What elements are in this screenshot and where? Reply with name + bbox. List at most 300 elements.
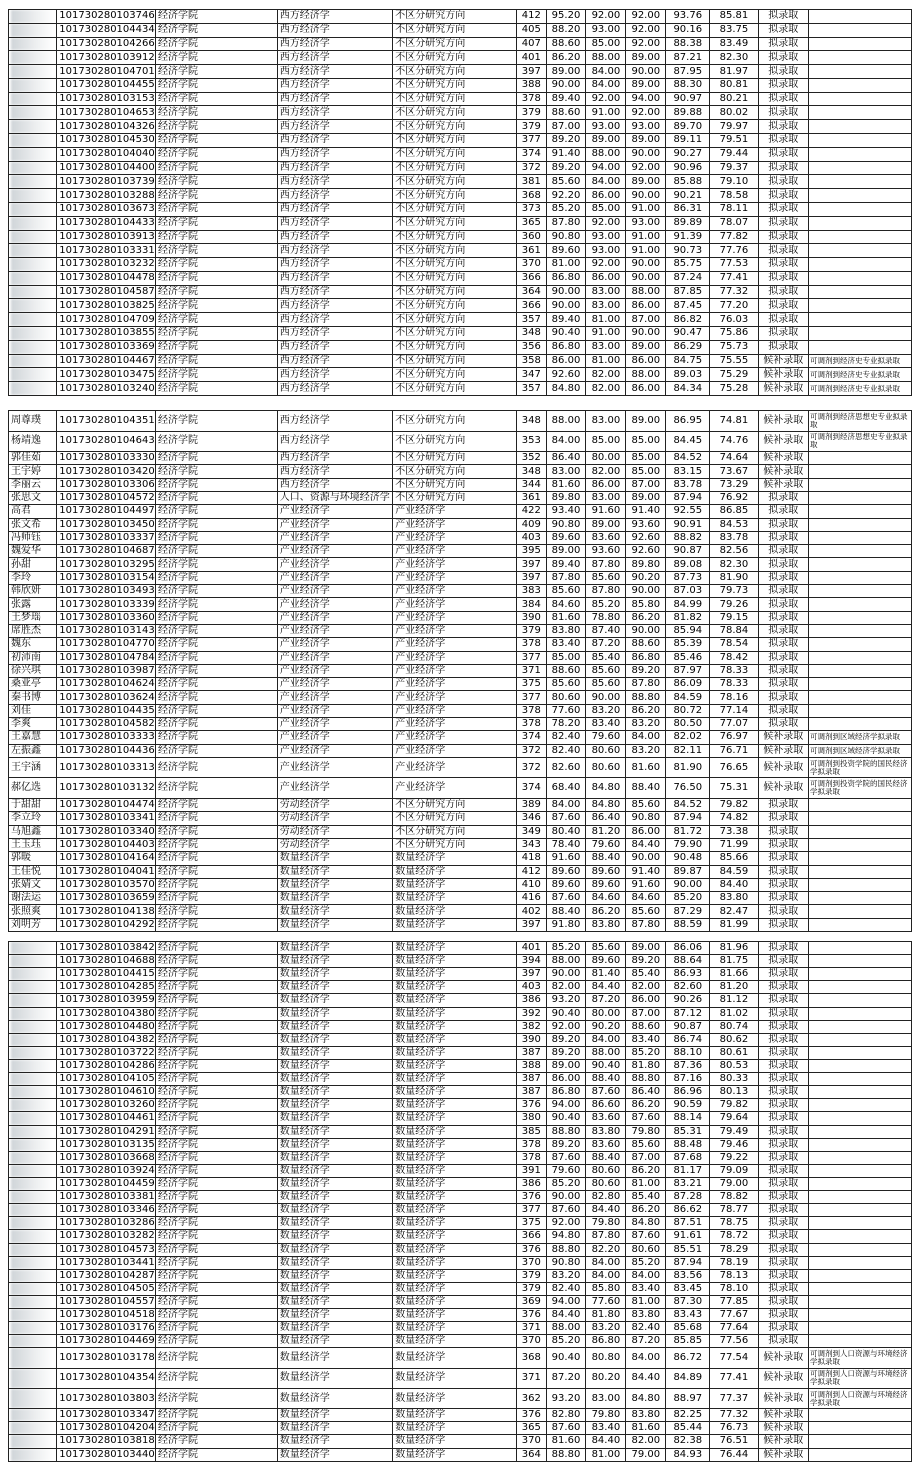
table-row (9, 1322, 912, 1335)
retest-interview: 85.80 (586, 1282, 626, 1295)
redacted-name (11, 1073, 54, 1085)
exam-number: 101730280103855 (57, 326, 156, 340)
college: 经济学院 (155, 1435, 277, 1448)
college: 经济学院 (155, 244, 277, 258)
candidate-name: 郭暖 (9, 852, 57, 865)
college: 经济学院 (155, 678, 277, 691)
retest-total: 80.50 (666, 718, 710, 731)
retest-written: 90.00 (546, 968, 586, 981)
table-row (9, 1388, 912, 1408)
remark (809, 189, 912, 203)
candidate-name: 孙甜 (9, 558, 57, 571)
research-direction: 数量经济学 (393, 1388, 517, 1408)
major: 数量经济学 (277, 1309, 392, 1322)
table-row (9, 147, 912, 161)
initial-score: 357 (517, 313, 546, 327)
admission-status: 拟录取 (758, 1217, 808, 1230)
final-score: 80.81 (710, 78, 758, 92)
remark: 可调剂到经济史专业拟录取 (809, 368, 912, 382)
retest-interview: 89.00 (586, 134, 626, 148)
initial-score: 379 (517, 120, 546, 134)
admission-status: 拟录取 (758, 918, 808, 931)
retest-foreign: 84.80 (626, 1217, 666, 1230)
retest-written: 85.60 (546, 678, 586, 691)
admission-status: 拟录取 (758, 1151, 808, 1164)
remark (809, 147, 912, 161)
retest-total: 85.44 (666, 1422, 710, 1435)
major: 产业经济学 (277, 757, 392, 778)
remark (809, 558, 912, 571)
table-row (9, 1151, 912, 1164)
final-score: 85.66 (710, 852, 758, 865)
college: 经济学院 (155, 230, 277, 244)
research-direction: 不区分研究方向 (393, 258, 517, 272)
retest-written: 94.00 (546, 1099, 586, 1112)
retest-written: 92.00 (546, 1217, 586, 1230)
retest-foreign: 86.40 (626, 1086, 666, 1099)
research-direction: 数量经济学 (393, 892, 517, 905)
initial-score: 378 (517, 718, 546, 731)
retest-written: 85.60 (546, 175, 586, 189)
table-row (9, 611, 912, 624)
table-row (9, 216, 912, 230)
retest-total: 86.31 (666, 202, 710, 216)
table-row (9, 1243, 912, 1256)
initial-score: 403 (517, 981, 546, 994)
retest-total: 84.52 (666, 799, 710, 812)
redacted-name (11, 1152, 54, 1164)
retest-interview: 87.80 (586, 1230, 626, 1243)
college: 经济学院 (155, 1282, 277, 1295)
research-direction: 数量经济学 (393, 1269, 517, 1282)
college: 经济学院 (155, 1020, 277, 1033)
retest-foreign: 89.00 (626, 340, 666, 354)
initial-score: 379 (517, 1282, 546, 1295)
initial-score: 397 (517, 65, 546, 79)
table-row (9, 431, 912, 452)
initial-score: 377 (517, 134, 546, 148)
remark: 可调剂到投资学院的国民经济学拟录取 (809, 757, 912, 778)
research-direction: 不区分研究方向 (393, 244, 517, 258)
initial-score: 389 (517, 799, 546, 812)
initial-score: 370 (517, 1435, 546, 1448)
retest-total: 90.59 (666, 1099, 710, 1112)
admission-status: 拟录取 (758, 799, 808, 812)
research-direction: 数量经济学 (393, 994, 517, 1007)
remark (809, 216, 912, 230)
candidate-name (9, 216, 57, 230)
remark (809, 518, 912, 531)
remark (809, 106, 912, 120)
admission-status: 拟录取 (758, 1282, 808, 1295)
retest-written: 89.60 (546, 878, 586, 891)
major: 数量经济学 (277, 1435, 392, 1448)
college: 经济学院 (155, 411, 277, 432)
retest-foreign: 88.80 (626, 1073, 666, 1086)
admission-status: 候补录取 (758, 1448, 808, 1461)
final-score: 79.37 (710, 161, 758, 175)
candidate-name (9, 1138, 57, 1151)
exam-number: 101730280104105 (57, 1073, 156, 1086)
research-direction: 不区分研究方向 (393, 411, 517, 432)
retest-written: 84.80 (546, 382, 586, 396)
admission-status: 拟录取 (758, 175, 808, 189)
retest-foreign: 85.20 (626, 1046, 666, 1059)
retest-interview: 92.00 (586, 216, 626, 230)
major: 产业经济学 (277, 518, 392, 531)
admission-status: 拟录取 (758, 852, 808, 865)
redacted-name (11, 1204, 54, 1216)
retest-interview: 85.40 (586, 651, 626, 664)
major: 数量经济学 (277, 1282, 392, 1295)
admission-status: 候补录取 (758, 757, 808, 778)
retest-written: 90.40 (546, 1348, 586, 1368)
admission-status: 拟录取 (758, 611, 808, 624)
initial-score: 387 (517, 1073, 546, 1086)
initial-score: 378 (517, 1151, 546, 1164)
retest-written: 88.80 (546, 1448, 586, 1461)
major: 数量经济学 (277, 1164, 392, 1177)
redacted-name (11, 1008, 54, 1020)
retest-interview: 91.60 (586, 505, 626, 518)
initial-score: 343 (517, 838, 546, 851)
final-score: 85.81 (710, 10, 758, 24)
admission-status: 拟录取 (758, 340, 808, 354)
redacted-name (11, 1422, 54, 1434)
major: 数量经济学 (277, 1322, 392, 1335)
table-row (9, 852, 912, 865)
retest-written: 90.40 (546, 1112, 586, 1125)
retest-total: 89.11 (666, 134, 710, 148)
retest-foreign: 88.00 (626, 368, 666, 382)
research-direction: 不区分研究方向 (393, 285, 517, 299)
retest-total: 85.68 (666, 1322, 710, 1335)
candidate-name (9, 1348, 57, 1368)
retest-foreign: 85.00 (626, 431, 666, 452)
retest-foreign: 90.00 (626, 258, 666, 272)
admission-status: 拟录取 (758, 718, 808, 731)
retest-total: 88.64 (666, 955, 710, 968)
remark (809, 1217, 912, 1230)
candidate-name: 徐兴琪 (9, 664, 57, 677)
table-row (9, 1269, 912, 1282)
retest-foreign: 94.00 (626, 92, 666, 106)
retest-foreign: 90.00 (626, 189, 666, 203)
final-score: 77.64 (710, 1322, 758, 1335)
college: 经济学院 (155, 598, 277, 611)
retest-interview: 89.60 (586, 955, 626, 968)
college: 经济学院 (155, 10, 277, 24)
college: 经济学院 (155, 1007, 277, 1020)
college: 经济学院 (155, 1099, 277, 1112)
final-score: 79.73 (710, 585, 758, 598)
initial-score: 375 (517, 1217, 546, 1230)
initial-score: 366 (517, 1230, 546, 1243)
major: 数量经济学 (277, 1125, 392, 1138)
retest-total: 81.82 (666, 611, 710, 624)
initial-score: 409 (517, 518, 546, 531)
college: 经济学院 (155, 852, 277, 865)
college: 经济学院 (155, 757, 277, 778)
remark (809, 571, 912, 584)
table-row (9, 230, 912, 244)
retest-written: 80.60 (546, 691, 586, 704)
retest-total: 82.60 (666, 981, 710, 994)
exam-number: 101730280103842 (57, 942, 156, 955)
retest-total: 87.68 (666, 1151, 710, 1164)
retest-total: 89.70 (666, 120, 710, 134)
retest-foreign: 89.20 (626, 664, 666, 677)
table-row (9, 1435, 912, 1448)
research-direction: 产业经济学 (393, 585, 517, 598)
retest-written: 86.80 (546, 340, 586, 354)
retest-total: 87.03 (666, 585, 710, 598)
remark (809, 638, 912, 651)
retest-total: 90.73 (666, 244, 710, 258)
final-score: 77.54 (710, 1348, 758, 1368)
remark (809, 1448, 912, 1461)
candidate-name: 张露 (9, 598, 57, 611)
redacted-name (11, 93, 54, 106)
research-direction: 产业经济学 (393, 731, 517, 744)
major: 数量经济学 (277, 942, 392, 955)
retest-written: 88.00 (546, 1322, 586, 1335)
research-direction: 不区分研究方向 (393, 313, 517, 327)
major: 西方经济学 (277, 78, 392, 92)
table-row (9, 1112, 912, 1125)
college: 经济学院 (155, 1112, 277, 1125)
initial-score: 344 (517, 478, 546, 491)
research-direction: 不区分研究方向 (393, 230, 517, 244)
major: 数量经济学 (277, 865, 392, 878)
redacted-name (11, 1047, 54, 1059)
retest-total: 90.00 (666, 878, 710, 891)
retest-interview: 93.00 (586, 23, 626, 37)
retest-total: 84.45 (666, 431, 710, 452)
retest-written: 90.80 (546, 230, 586, 244)
retest-total: 83.43 (666, 1309, 710, 1322)
research-direction: 数量经济学 (393, 1086, 517, 1099)
research-direction: 不区分研究方向 (393, 326, 517, 340)
retest-interview: 81.00 (586, 1448, 626, 1461)
college: 经济学院 (155, 216, 277, 230)
retest-written: 90.40 (546, 1007, 586, 1020)
retest-interview: 84.00 (586, 1256, 626, 1269)
major: 劳动经济学 (277, 799, 392, 812)
table-row (9, 994, 912, 1007)
major: 产业经济学 (277, 718, 392, 731)
retest-interview: 82.80 (586, 1191, 626, 1204)
redacted-name (11, 299, 54, 312)
exam-number: 101730280104572 (57, 491, 156, 504)
admission-status: 候补录取 (758, 411, 808, 432)
exam-number: 101730280103360 (57, 611, 156, 624)
score-table-section-3 (8, 941, 912, 1462)
exam-number: 101730280103624 (57, 691, 156, 704)
final-score: 76.92 (710, 491, 758, 504)
research-direction: 产业经济学 (393, 678, 517, 691)
major: 产业经济学 (277, 744, 392, 757)
college: 经济学院 (155, 202, 277, 216)
research-direction: 产业经济学 (393, 691, 517, 704)
admission-status: 拟录取 (758, 865, 808, 878)
retest-written: 93.40 (546, 505, 586, 518)
retest-interview: 83.60 (586, 1112, 626, 1125)
major: 数量经济学 (277, 918, 392, 931)
admission-status: 拟录取 (758, 571, 808, 584)
retest-interview: 79.80 (586, 1409, 626, 1422)
table-row (9, 1033, 912, 1046)
redacted-name (11, 231, 54, 244)
research-direction: 不区分研究方向 (393, 299, 517, 313)
admission-status: 拟录取 (758, 1125, 808, 1138)
retest-written: 88.60 (546, 664, 586, 677)
college: 经济学院 (155, 892, 277, 905)
candidate-name (9, 1243, 57, 1256)
retest-written: 89.40 (546, 92, 586, 106)
exam-number: 101730280104469 (57, 1335, 156, 1348)
candidate-name (9, 1409, 57, 1422)
retest-foreign: 84.00 (626, 731, 666, 744)
retest-interview: 80.00 (586, 452, 626, 465)
college: 经济学院 (155, 23, 277, 37)
research-direction: 数量经济学 (393, 1073, 517, 1086)
retest-written: 84.00 (546, 431, 586, 452)
final-score: 81.99 (710, 918, 758, 931)
major: 数量经济学 (277, 955, 392, 968)
final-score: 81.02 (710, 1007, 758, 1020)
research-direction: 不区分研究方向 (393, 37, 517, 51)
research-direction: 不区分研究方向 (393, 354, 517, 368)
exam-number: 101730280103341 (57, 812, 156, 825)
exam-number: 101730280103331 (57, 244, 156, 258)
retest-written: 83.40 (546, 638, 586, 651)
admission-status: 拟录取 (758, 1033, 808, 1046)
final-score: 81.90 (710, 571, 758, 584)
retest-total: 85.20 (666, 892, 710, 905)
final-score: 78.33 (710, 678, 758, 691)
table-row (9, 244, 912, 258)
research-direction: 不区分研究方向 (393, 92, 517, 106)
retest-foreign: 85.00 (626, 465, 666, 478)
remark (809, 994, 912, 1007)
initial-score: 379 (517, 1269, 546, 1282)
retest-total: 87.85 (666, 285, 710, 299)
research-direction: 数量经济学 (393, 1243, 517, 1256)
candidate-name (9, 1086, 57, 1099)
college: 经济学院 (155, 531, 277, 544)
initial-score: 370 (517, 1335, 546, 1348)
remark (809, 598, 912, 611)
remark (809, 1322, 912, 1335)
major: 数量经济学 (277, 1256, 392, 1269)
admission-status: 拟录取 (758, 78, 808, 92)
retest-total: 88.30 (666, 78, 710, 92)
table-row (9, 731, 912, 744)
major: 西方经济学 (277, 354, 392, 368)
initial-score: 388 (517, 1059, 546, 1072)
redacted-name (11, 1257, 54, 1269)
college: 经济学院 (155, 1204, 277, 1217)
final-score: 77.76 (710, 244, 758, 258)
admission-status: 拟录取 (758, 147, 808, 161)
research-direction: 产业经济学 (393, 598, 517, 611)
final-score: 78.42 (710, 651, 758, 664)
redacted-name (11, 994, 54, 1006)
research-direction: 数量经济学 (393, 1448, 517, 1461)
retest-total: 85.75 (666, 258, 710, 272)
admission-status: 拟录取 (758, 968, 808, 981)
exam-number: 101730280103746 (57, 10, 156, 24)
final-score: 74.82 (710, 812, 758, 825)
redacted-name (11, 120, 54, 133)
retest-foreign: 84.00 (626, 1269, 666, 1282)
candidate-name (9, 1046, 57, 1059)
final-score: 83.80 (710, 892, 758, 905)
retest-written: 87.80 (546, 216, 586, 230)
remark (809, 299, 912, 313)
exam-number: 101730280104461 (57, 1112, 156, 1125)
retest-foreign: 86.00 (626, 354, 666, 368)
retest-interview: 88.00 (586, 51, 626, 65)
table-row (9, 452, 912, 465)
final-score: 79.09 (710, 1164, 758, 1177)
retest-foreign: 91.60 (626, 878, 666, 891)
remark (809, 531, 912, 544)
retest-foreign: 87.80 (626, 678, 666, 691)
table-row (9, 491, 912, 504)
retest-foreign: 90.00 (626, 65, 666, 79)
candidate-name (9, 299, 57, 313)
initial-score: 357 (517, 382, 546, 396)
initial-score: 374 (517, 731, 546, 744)
table-row (9, 1409, 912, 1422)
final-score: 78.13 (710, 1269, 758, 1282)
remark (809, 326, 912, 340)
remark (809, 37, 912, 51)
retest-written: 90.00 (546, 1191, 586, 1204)
final-score: 81.20 (710, 981, 758, 994)
retest-interview: 93.60 (586, 545, 626, 558)
research-direction: 数量经济学 (393, 1112, 517, 1125)
admission-status: 拟录取 (758, 1099, 808, 1112)
admission-status: 拟录取 (758, 1295, 808, 1308)
redacted-name (11, 1449, 54, 1461)
major: 产业经济学 (277, 505, 392, 518)
major: 产业经济学 (277, 624, 392, 637)
candidate-name (9, 1073, 57, 1086)
exam-number: 101730280104459 (57, 1177, 156, 1190)
major: 产业经济学 (277, 691, 392, 704)
table-row (9, 558, 912, 571)
retest-interview: 83.00 (586, 491, 626, 504)
final-score: 80.13 (710, 1086, 758, 1099)
retest-interview: 83.40 (586, 1422, 626, 1435)
retest-total: 90.87 (666, 1020, 710, 1033)
remark (809, 1282, 912, 1295)
retest-total: 83.15 (666, 465, 710, 478)
college: 经济学院 (155, 478, 277, 491)
final-score: 77.20 (710, 299, 758, 313)
retest-foreign: 93.60 (626, 518, 666, 531)
remark: 可调剂到区域经济学拟录取 (809, 731, 912, 744)
candidate-name (9, 994, 57, 1007)
final-score: 78.19 (710, 1256, 758, 1269)
college: 经济学院 (155, 1230, 277, 1243)
retest-foreign: 89.00 (626, 942, 666, 955)
research-direction: 不区分研究方向 (393, 452, 517, 465)
retest-written: 88.00 (546, 955, 586, 968)
